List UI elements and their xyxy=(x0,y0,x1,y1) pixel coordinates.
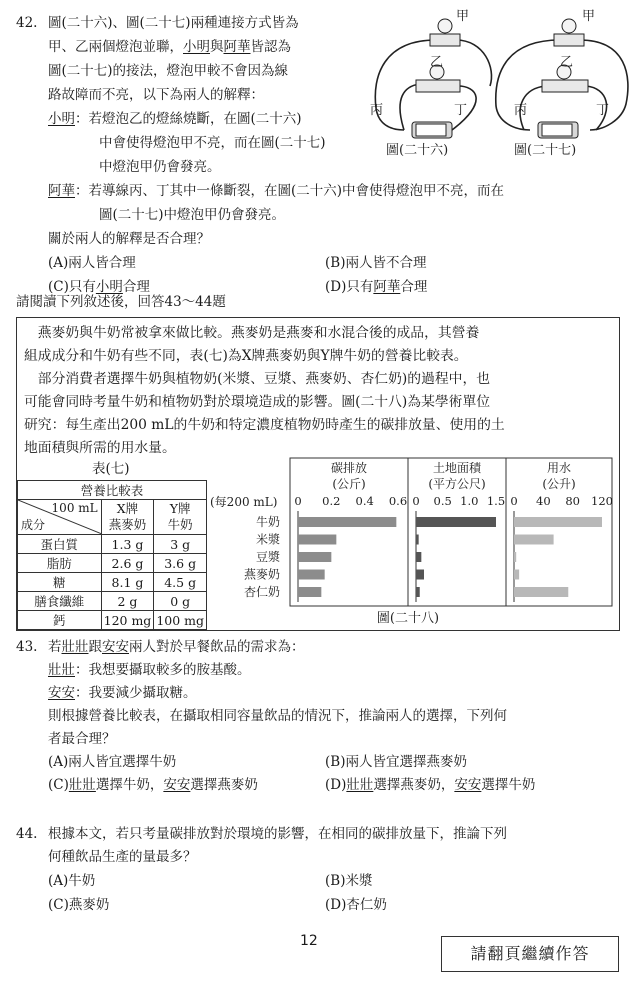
tick-label: 80 xyxy=(565,494,580,508)
fig26-label-jia: 甲 xyxy=(456,9,470,24)
category-label: 米漿 xyxy=(255,532,280,547)
table7-col-x: X牌 燕麥奶 xyxy=(101,500,154,535)
panel-title: 土地面積 xyxy=(432,461,482,475)
table7-row: 膳食纖維 2 g 0 g xyxy=(18,592,207,611)
category-label: 牛奶 xyxy=(255,515,280,529)
q42-stem-line2: 甲、乙兩個燈泡並聯，小明與阿華皆認為 xyxy=(48,39,291,55)
panel-unit: (公斤) xyxy=(332,477,366,491)
category-label: 豆漿 xyxy=(255,550,280,564)
bar xyxy=(514,517,602,527)
q43-option-a[interactable]: (A)兩人皆宜選擇牛奶 xyxy=(48,754,177,770)
turn-page-note: 請翻頁繼續作答 xyxy=(441,936,619,972)
chart-caption: 圖(二十八) xyxy=(376,611,440,626)
bar xyxy=(514,570,519,580)
q44-option-d[interactable]: (D)杏仁奶 xyxy=(325,897,387,913)
q43-question-line2: 者最合理？ xyxy=(48,731,116,747)
tick-label: 0.5 xyxy=(433,494,452,508)
name-xiaoming: 小明 xyxy=(183,39,210,55)
table7-col-y: Y牌 牛奶 xyxy=(154,500,207,535)
passage-line-5: 研究：每生產出200 mL的牛奶和特定濃度植物奶時產生的碳排放量、使用的土 xyxy=(24,417,505,433)
chart-row-header: (每200 mL) xyxy=(210,495,278,509)
nutrition-table xyxy=(17,480,207,630)
bar xyxy=(416,587,420,597)
passage-line-6: 地面積與所需的用水量。 xyxy=(24,440,176,456)
q42-stem-line4: 路故障而不亮，以下為兩人的解釋： xyxy=(48,87,264,103)
q44-option-a[interactable]: (A)牛奶 xyxy=(48,873,96,889)
tick-label: 1.0 xyxy=(460,494,479,508)
q42-option-c[interactable]: (C)只有小明合理 xyxy=(48,279,150,295)
q43-option-b[interactable]: (B)兩人皆宜選擇燕麥奶 xyxy=(325,754,467,770)
fig26-label-ding: 丁 xyxy=(454,103,468,118)
q43-number: 43. xyxy=(16,639,38,655)
xiaoming-line3: 中燈泡甲仍會發亮。 xyxy=(99,159,221,175)
tick-label: 120 xyxy=(591,494,613,508)
env-impact-chart xyxy=(208,456,616,626)
page-number: 12 xyxy=(300,933,318,949)
tick-label: 0 xyxy=(294,494,302,508)
table7-header-title: 營養比較表 xyxy=(18,481,207,500)
q44-line2: 何種飲品生產的量最多？ xyxy=(48,849,197,865)
passage-line-3: 部分消費者選擇牛奶與植物奶(米漿、豆漿、燕麥奶、杏仁奶)的過程中，也 xyxy=(24,371,491,387)
table7-corner: 100 mL 成分 xyxy=(18,500,102,535)
q42-option-d[interactable]: (D)只有阿華合理 xyxy=(325,279,428,295)
bar xyxy=(416,517,496,527)
panel-title: 用水 xyxy=(546,461,572,475)
q42-question: 關於兩人的解釋是否合理？ xyxy=(48,231,210,247)
fig27-label-jia: 甲 xyxy=(582,9,596,24)
tick-label: 0.6 xyxy=(388,494,408,508)
fig27-label-bing: 丙 xyxy=(514,103,528,118)
q44-option-c[interactable]: (C)燕麥奶 xyxy=(48,897,110,913)
fig26-caption: 圖(二十六) xyxy=(386,143,449,158)
fig27-label-ding: 丁 xyxy=(596,103,610,118)
tick-label: 1.5 xyxy=(486,494,506,508)
q43-zhuangzhuang: 壯壯：我想要攝取較多的胺基酸。 xyxy=(48,662,251,678)
fig26-label-bing: 丙 xyxy=(370,103,384,118)
q44-option-b[interactable]: (B)米漿 xyxy=(325,873,373,889)
passage-line-4: 可能會同時考量牛奶和植物奶對於環境造成的影響。圖(二十八)為某學術單位 xyxy=(24,394,491,410)
xiaoming-line2: 中會使得燈泡甲不亮，而在圖(二十七) xyxy=(99,135,326,151)
table7-row: 脂肪 2.6 g 3.6 g xyxy=(18,554,207,573)
panel-unit: (平方公尺) xyxy=(428,477,486,491)
fig26-label-yi: 乙 xyxy=(430,55,444,70)
table7-row: 鈣 120 mg 100 mg xyxy=(18,611,207,630)
q43-stem: 若壯壯跟安安兩人對於早餐飲品的需求為： xyxy=(48,639,305,655)
tick-label: 0.2 xyxy=(322,494,341,508)
passage-line-1: 燕麥奶與牛奶常被拿來做比較。燕麥奶是燕麥和水混合後的成品，其營養 xyxy=(24,325,480,341)
panel-unit: (公升) xyxy=(542,477,576,491)
q43-question-line1: 則根據營養比較表，在攝取相同容量飲品的情況下，推論兩人的選擇，下列何 xyxy=(48,708,507,724)
xiaoming-line1: 小明：若燈泡乙的燈絲燒斷，在圖(二十六) xyxy=(48,111,302,127)
q42-option-b[interactable]: (B)兩人皆不合理 xyxy=(325,255,427,271)
ahua-line2: 圖(二十七)中燈泡甲仍會發亮。 xyxy=(99,207,286,223)
tick-label: 0.4 xyxy=(355,494,374,508)
q43-option-c[interactable]: (C)壯壯選擇牛奶，安安選擇燕麥奶 xyxy=(48,777,258,793)
read-prompt: 請閱讀下列敘述後，回答43～44題 xyxy=(16,294,226,310)
panel-title: 碳排放 xyxy=(330,461,368,475)
category-label: 燕麥奶 xyxy=(243,567,280,582)
q43-option-d[interactable]: (D)壯壯選擇燕麥奶，安安選擇牛奶 xyxy=(325,777,536,793)
ahua-line1: 阿華：若導線丙、丁其中一條斷裂，在圖(二十六)中會使得燈泡甲不亮，而在 xyxy=(48,183,505,199)
q42-stem-line1: 圖(二十六)、圖(二十七)兩種連接方式皆為 xyxy=(48,15,299,31)
bar xyxy=(298,570,325,580)
fig27-label-yi: 乙 xyxy=(560,55,574,70)
bar xyxy=(514,535,554,545)
bar xyxy=(416,552,421,562)
q42-number: 42. xyxy=(16,15,38,31)
bar xyxy=(514,587,568,597)
bar xyxy=(298,587,321,597)
bar xyxy=(514,552,516,562)
q44-line1: 根據本文，若只考量碳排放對於環境的影響，在相同的碳排放量下，推論下列 xyxy=(48,826,507,842)
table7-row: 蛋白質 1.3 g 3 g xyxy=(18,535,207,554)
table7-caption: 表(七) xyxy=(92,461,130,477)
name-ahua: 阿華 xyxy=(223,39,251,55)
tick-label: 0 xyxy=(510,494,518,508)
q42-option-a[interactable]: (A)兩人皆合理 xyxy=(48,255,136,271)
q43-anan: 安安：我要減少攝取糖。 xyxy=(48,685,197,701)
fig27-caption: 圖(二十七) xyxy=(514,143,577,158)
bar xyxy=(298,517,396,527)
q42-stem-line3: 圖(二十七)的接法，燈泡甲較不會因為線 xyxy=(48,63,289,79)
category-label: 杏仁奶 xyxy=(243,585,280,599)
circuit-figures xyxy=(364,6,636,166)
q44-number: 44. xyxy=(16,826,38,842)
passage-line-2: 組成成分和牛奶有些不同，表(七)為X牌燕麥奶與Y牌牛奶的營養比較表。 xyxy=(24,348,468,364)
tick-label: 0 xyxy=(412,494,420,508)
tick-label: 40 xyxy=(536,494,551,508)
bar xyxy=(416,535,419,545)
bar xyxy=(416,570,424,580)
table7-row: 糖 8.1 g 4.5 g xyxy=(18,573,207,592)
bar xyxy=(298,535,336,545)
bar xyxy=(298,552,331,562)
